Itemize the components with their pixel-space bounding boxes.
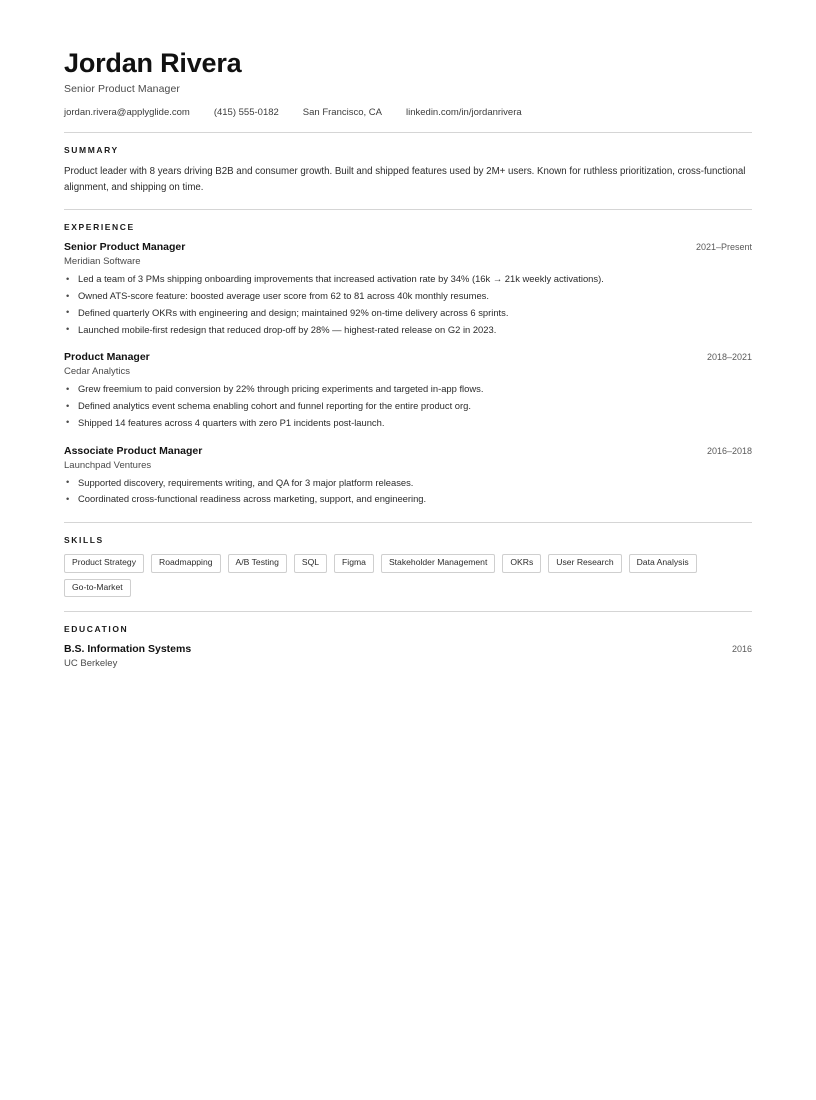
job-dates: 2018–2021 [706, 352, 752, 363]
experience-item [64, 351, 752, 431]
divider-skills [64, 522, 752, 523]
job-dates: 2016–2018 [706, 445, 752, 456]
candidate-title: Senior Product Manager [64, 83, 181, 96]
skill-chip: Figma [334, 554, 374, 572]
divider-summary [64, 132, 752, 133]
job-company: Meridian Software [64, 256, 141, 268]
education-year: 2016 [731, 644, 752, 654]
section-experience [64, 222, 752, 508]
contact-row [64, 107, 752, 118]
job-bullet: • Grew freemium to paid conversion by 22% through pricing experiments and targeted in-app flows. [64, 381, 752, 398]
job-bullet: • Supported discovery, requirements writing, and QA for 3 major platform releases. [64, 475, 752, 492]
contact-phone: (415) 555-0182 [213, 107, 279, 119]
contact-email[interactable]: jordan.rivera@applyglide.com [64, 107, 190, 119]
summary-text: Product leader with 8 years driving B2B and consumer growth. Built and shipped features used by 2M+ users. Known for ruthless prioritization, cross-functional alignment, and shipping on time. [64, 166, 746, 193]
job-header [64, 241, 752, 253]
education-item [64, 643, 752, 655]
job-role: Senior Product Manager [64, 241, 186, 254]
skill-chip: SQL [294, 554, 327, 572]
job-bullets [64, 381, 752, 431]
job-bullet: • Defined quarterly OKRs with engineering and design; maintained 92% on-time delivery across 6 sprints. [64, 305, 752, 322]
job-bullets [64, 271, 752, 338]
skill-chip: Stakeholder Management [381, 554, 495, 572]
skills-heading: SKILLS [64, 535, 104, 546]
job-company: Launchpad Ventures [64, 459, 152, 471]
job-role: Associate Product Manager [64, 444, 203, 457]
job-bullets [64, 475, 752, 508]
skill-chip: User Research [548, 554, 621, 572]
section-skills [64, 535, 752, 597]
skill-chip: A/B Testing [228, 554, 287, 572]
summary-heading: SUMMARY [64, 145, 119, 156]
resume-header [64, 48, 752, 118]
section-education [64, 624, 752, 669]
experience-item [64, 445, 752, 508]
experience-heading: EXPERIENCE [64, 222, 135, 233]
job-header [64, 351, 752, 363]
skill-chip: Product Strategy [64, 554, 144, 572]
education-heading: EDUCATION [64, 624, 129, 634]
job-bullet: • Shipped 14 features across 4 quarters with zero P1 incidents post-launch. [64, 415, 752, 432]
section-summary [64, 145, 752, 195]
education-degree: B.S. Information Systems [64, 643, 192, 655]
job-company: Cedar Analytics [64, 366, 131, 378]
job-role: Product Manager [64, 351, 150, 364]
contact-location: San Francisco, CA [302, 107, 382, 119]
divider-education [64, 611, 752, 612]
skill-chip: Data Analysis [629, 554, 697, 572]
education-school: UC Berkeley [64, 658, 118, 669]
experience-item [64, 241, 752, 338]
resume-document [64, 48, 752, 669]
contact-linkedin[interactable]: linkedin.com/in/jordanrivera [406, 107, 522, 119]
job-bullet: • Led a team of 3 PMs shipping onboarding improvements that increased activation rate by 34% (16k → 21k weekly activations). [64, 271, 752, 288]
skills-list [64, 554, 752, 597]
candidate-name: Jordan Rivera [64, 48, 242, 78]
skill-chip: Roadmapping [151, 554, 221, 572]
job-bullet: • Defined analytics event schema enabling cohort and funnel reporting for the entire product org. [64, 398, 752, 415]
job-bullet: • Owned ATS-score feature: boosted average user score from 62 to 81 across 40k monthly resumes. [64, 288, 752, 305]
job-bullet: • Coordinated cross-functional readiness across marketing, support, and engineering. [64, 491, 752, 508]
skill-chip: OKRs [502, 554, 541, 572]
skill-chip: Go-to-Market [64, 579, 131, 597]
divider-experience [64, 209, 752, 210]
job-bullet: • Launched mobile-first redesign that reduced drop-off by 28% — highest-rated release on G2 in 2023. [64, 322, 752, 339]
job-header [64, 445, 752, 457]
job-dates: 2021–Present [695, 242, 752, 253]
